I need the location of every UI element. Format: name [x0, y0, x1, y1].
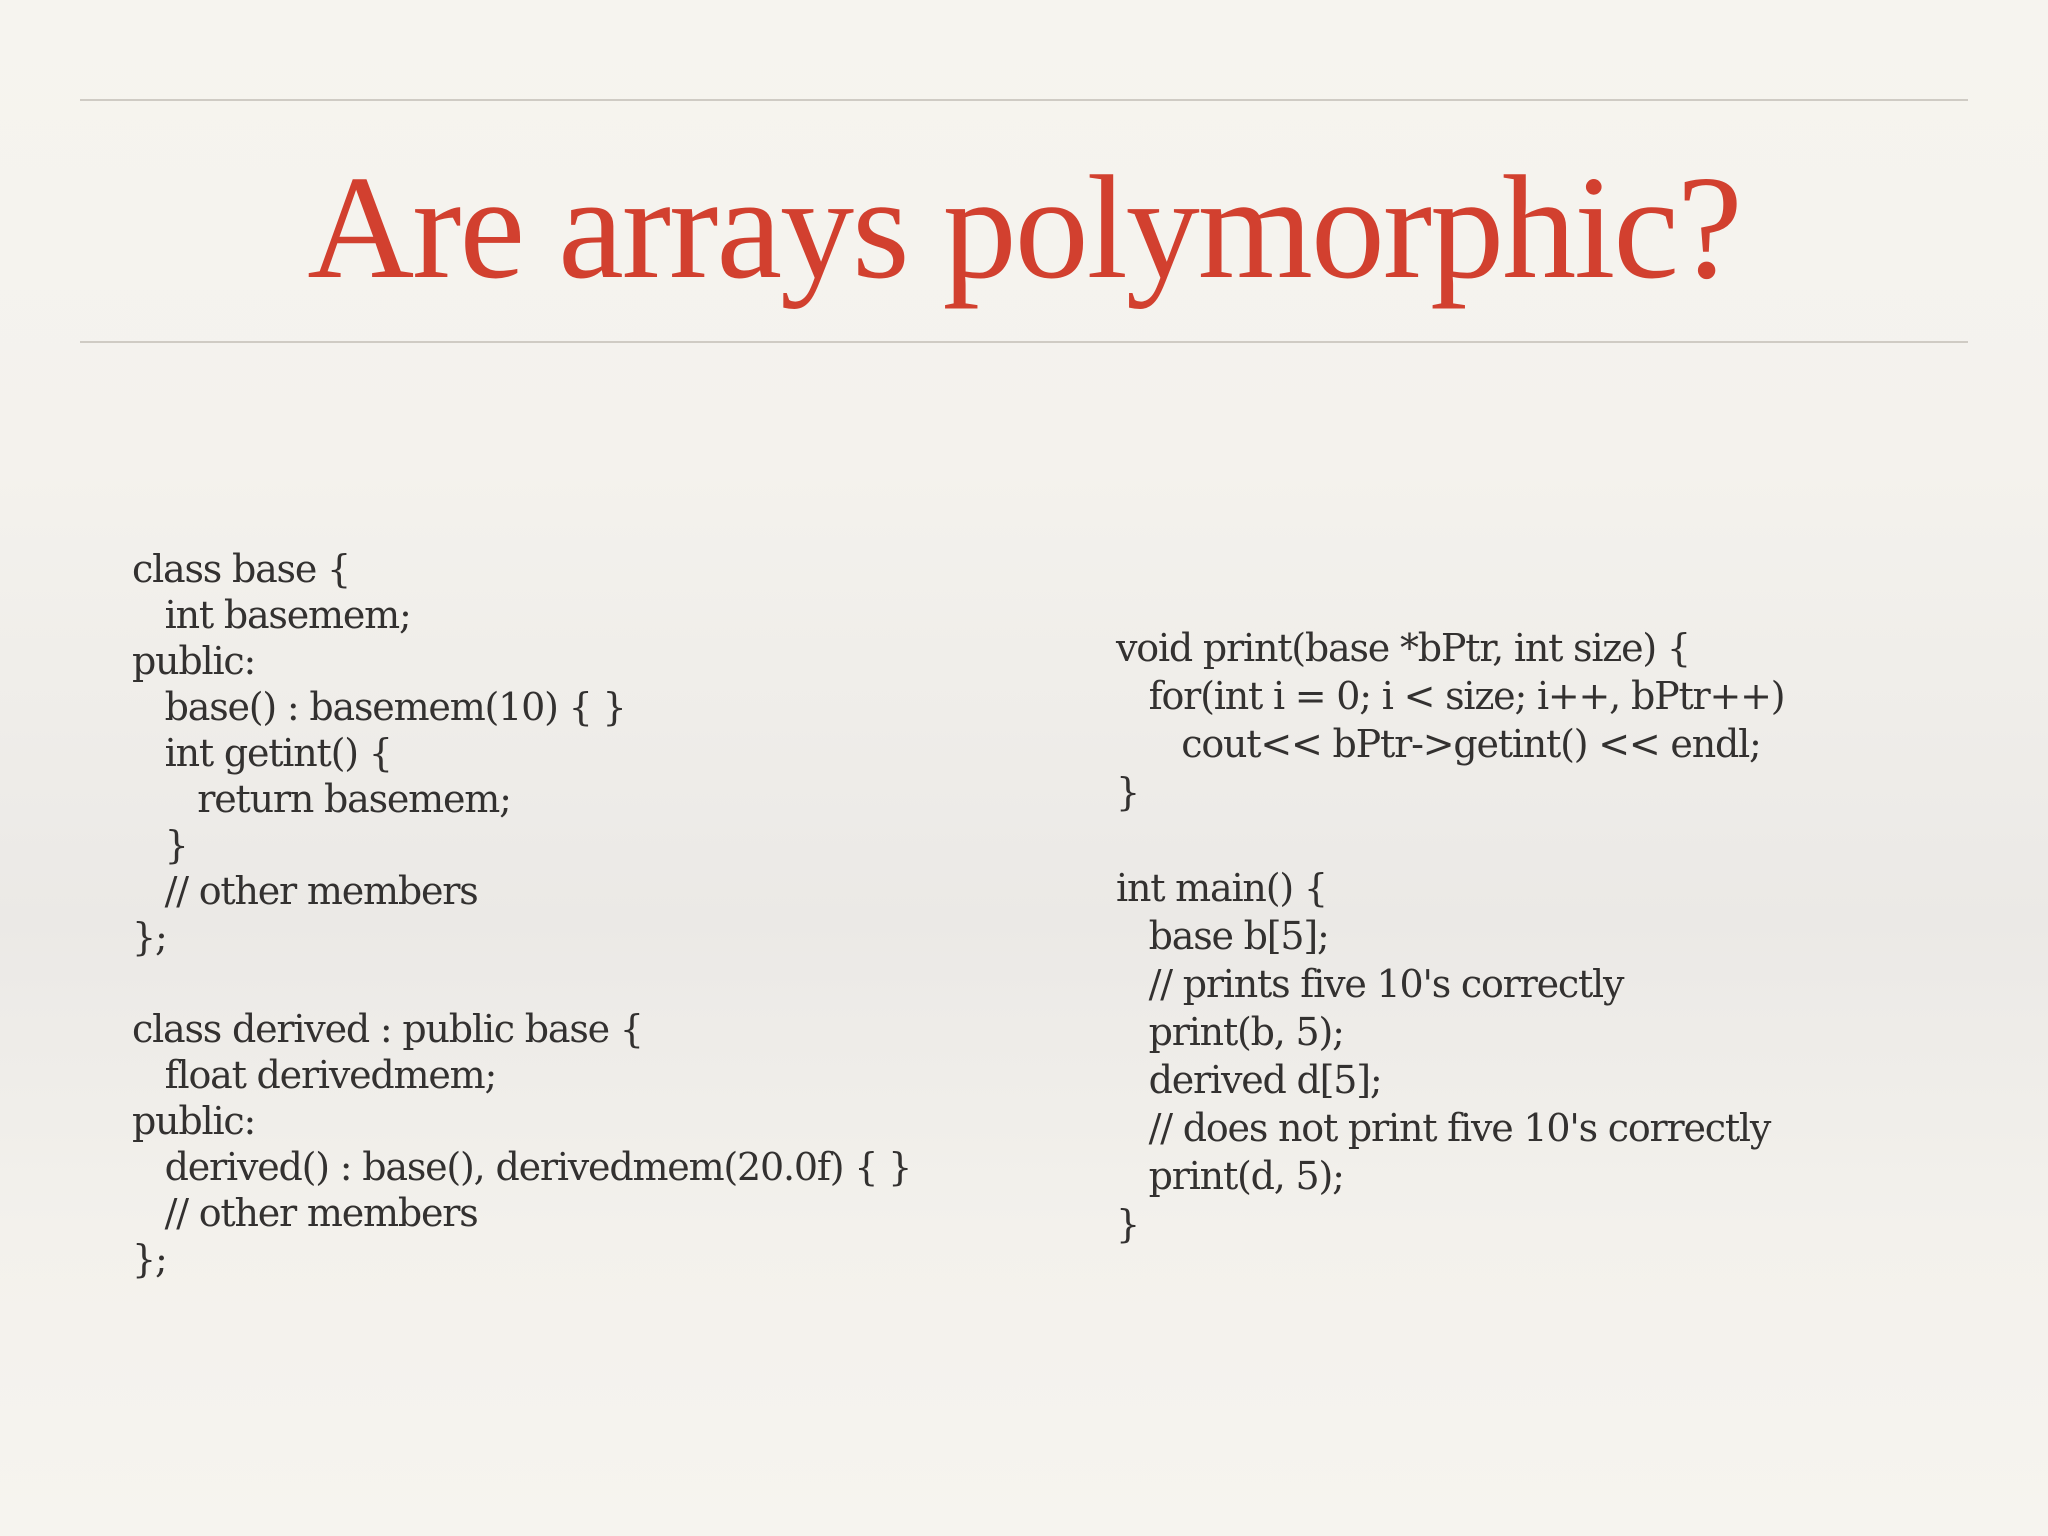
code-line: }; [132, 1237, 167, 1281]
code-line: void print(base *bPtr, int size) { [1116, 626, 1690, 670]
code-line: // does not print five 10's correctly [1116, 1106, 1771, 1150]
top-divider [80, 99, 1968, 101]
code-line: derived() : base(), derivedmem(20.0f) { } [132, 1145, 912, 1189]
code-line: }; [132, 915, 167, 959]
code-line: } [132, 823, 188, 867]
code-line: // other members [132, 1191, 478, 1235]
code-line: derived d[5]; [1116, 1058, 1382, 1102]
code-line: int getint() { [132, 731, 392, 775]
code-line: // prints five 10's correctly [1116, 962, 1624, 1006]
code-line: public: [132, 1099, 256, 1143]
code-line: base() : basemem(10) { } [132, 685, 626, 729]
slide-title: Are arrays polymorphic? [307, 146, 1741, 310]
right-code-block [1116, 624, 2016, 1248]
code-line: } [1116, 770, 1139, 814]
code-line [1116, 816, 2016, 864]
bottom-divider [80, 341, 1968, 343]
code-line: float derivedmem; [132, 1053, 497, 1097]
code-line: cout<< bPtr->getint() << endl; [1116, 722, 1761, 766]
code-line: for(int i = 0; i < size; i++, bPtr++) [1116, 674, 1785, 718]
code-line: print(b, 5); [1116, 1010, 1344, 1054]
left-code-block [132, 546, 1012, 1282]
code-line: class derived : public base { [132, 1007, 643, 1051]
code-line: } [1116, 1202, 1139, 1246]
code-line: int main() { [1116, 866, 1327, 910]
code-line: print(d, 5); [1116, 1154, 1344, 1198]
code-line: return basemem; [132, 777, 511, 821]
code-line [132, 960, 1012, 1006]
code-line: int basemem; [132, 593, 411, 637]
code-line: // other members [132, 869, 478, 913]
code-line: class base { [132, 547, 350, 591]
code-line: base b[5]; [1116, 914, 1329, 958]
code-line: public: [132, 639, 256, 683]
